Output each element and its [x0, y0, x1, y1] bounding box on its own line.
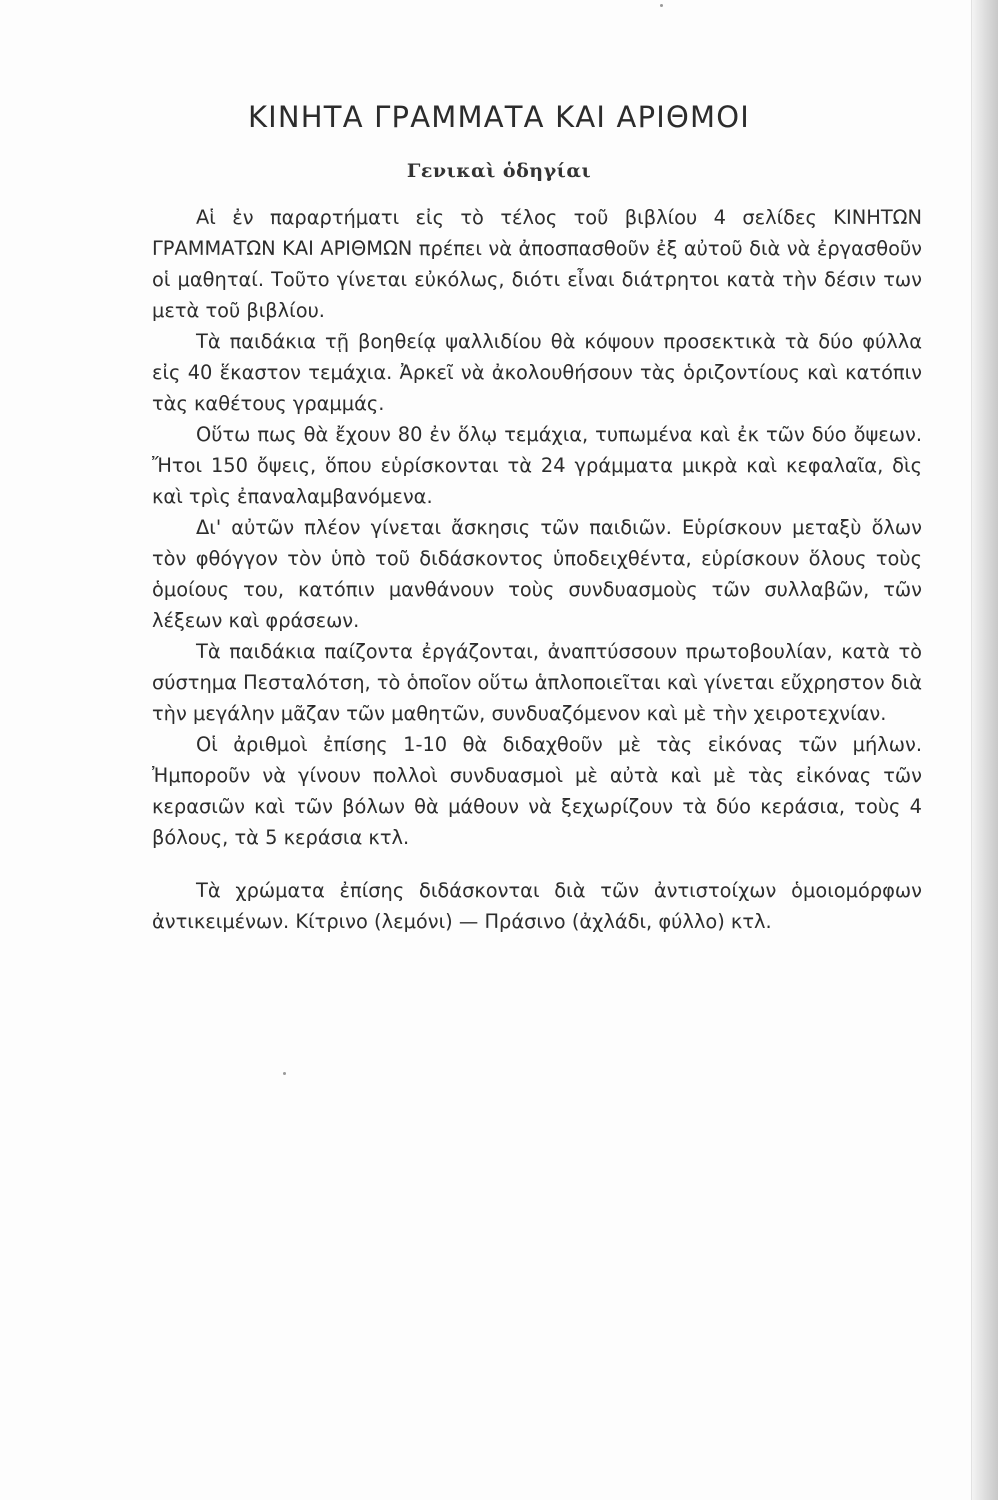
body-text	[152, 202, 922, 937]
paragraph-4: Δι' αὐτῶν πλέον γίνεται ἄσκησις τῶν παιδιῶν. Εὑρίσκουν μεταξὺ ὅλων τὸν φθόγγον τὸν ὑπὸ τοῦ διδάσκοντος ὑποδειχθέντα, εὑρίσκουν ὅλους τοὺς ὁμοίους του, κατόπιν μανθάνουν τοὺς συνδυασμοὺς τῶν συλλαβῶν, τῶν λέξεων καὶ φράσεων.	[152, 516, 922, 632]
speck	[660, 4, 663, 7]
page-title: ΚΙΝΗΤΑ ΓΡΑΜΜΑΤΑ ΚΑΙ ΑΡΙΘΜΟΙ	[247, 100, 751, 134]
paragraph-3: Οὕτω πως θὰ ἔχουν 80 ἐν ὅλῳ τεμάχια, τυπωμένα καὶ ἐκ τῶν δύο ὄψεων. Ἤτοι 150 ὄψεις, ὅπου εὑρίσκονται τὰ 24 γράμματα μικρὰ καὶ κεφαλαῖα, δὶς καὶ τρὶς ἐπαναλαμβανόμενα.	[152, 423, 922, 508]
speck	[283, 1072, 286, 1075]
paragraph-2: Τὰ παιδάκια τῇ βοηθείᾳ ψαλλιδίου θὰ κόψουν προσεκτικὰ τὰ δύο φύλλα εἰς 40 ἕκαστον τεμάχια. Ἀρκεῖ νὰ ἀκολουθήσουν τὰς ὁριζοντίους καὶ κατόπιν τὰς καθέτους γραμμάς.	[152, 330, 922, 415]
paragraph-6: Οἱ ἀριθμοὶ ἐπίσης 1-10 θὰ διδαχθοῦν μὲ τὰς εἰκόνας τῶν μήλων. Ἠμποροῦν νὰ γίνουν πολλοὶ συνδυασμοὶ μὲ αὐτὰ καὶ μὲ τὰς εἰκόνας τῶν κερασιῶν καὶ τῶν βόλων θὰ μάθουν νὰ ξεχωρίζουν τὰ δύο κεράσια, τοὺς 4 βόλους, τὰ 5 κεράσια κτλ.	[152, 733, 922, 849]
paragraph-1: Αἱ ἐν παραρτήματι εἰς τὸ τέλος τοῦ βιβλίου 4 σελίδες ΚΙΝΗΤΩΝ ΓΡΑΜΜΑΤΩΝ ΚΑΙ ΑΡΙΘΜΩΝ πρέπει νὰ ἀποσπασθοῦν ἐξ αὐτοῦ διὰ νὰ ἐργασθοῦν οἱ μαθηταί. Τοῦτο γίνεται εὐκόλως, διότι εἶναι διάτρητοι κατὰ τὴν δέσιν των μετὰ τοῦ βιβλίου.	[152, 206, 922, 322]
page-subtitle: Γενικαὶ ὁδηγίαι	[406, 160, 592, 182]
page-edge	[971, 0, 998, 1500]
paragraph-7: Τὰ χρώματα ἐπίσης διδάσκονται διὰ τῶν ἀντιστοίχων ὁμοιομόρφων ἀντικειμένων. Κίτρινο (λεμόνι) — Πράσινο (ἀχλάδι, φύλλο) κτλ.	[152, 879, 922, 933]
paragraph-5: Τὰ παιδάκια παίζοντα ἐργάζονται, ἀναπτύσσουν πρωτοβουλίαν, κατὰ τὸ σύστημα Πεσταλότση, τὸ ὁποῖον οὕτω ἁπλοποιεῖται καὶ γίνεται εὔχρηστον διὰ τὴν μεγάλην μᾶζαν τῶν μαθητῶν, συνδυαζόμενον καὶ μὲ τὴν χειροτεχνίαν.	[152, 640, 922, 725]
